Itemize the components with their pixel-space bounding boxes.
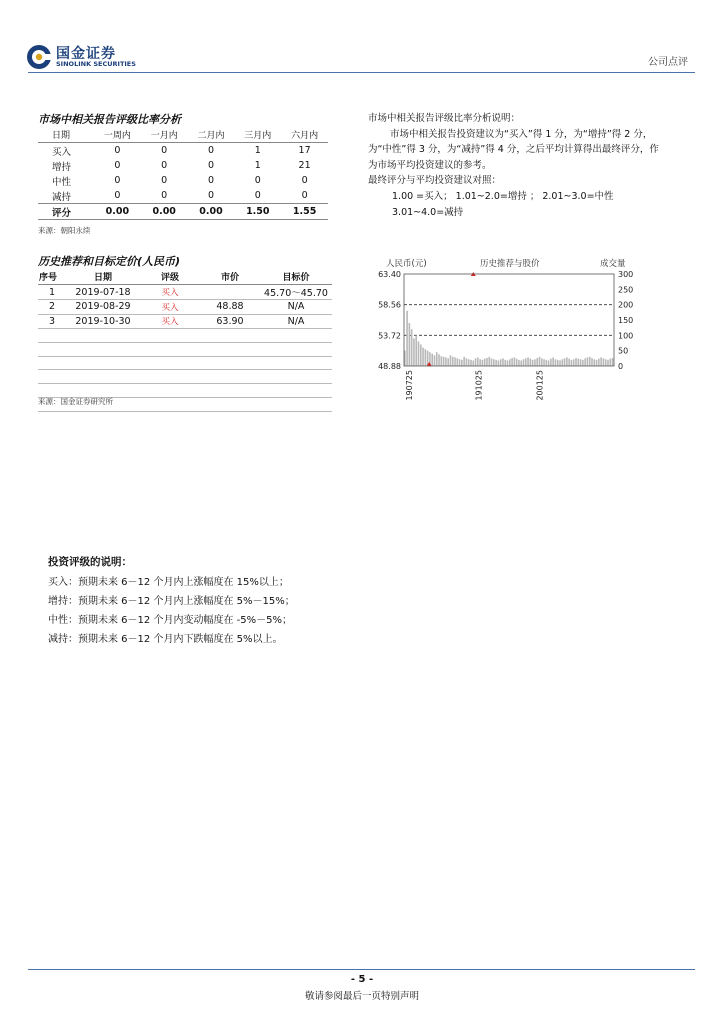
volume-bar — [420, 345, 422, 366]
volume-bar — [541, 358, 543, 366]
table-cell: 3 — [38, 314, 66, 329]
rating-cell: 买入 — [140, 285, 200, 300]
volume-bar — [607, 360, 609, 366]
volume-bar — [413, 338, 415, 366]
table-cell: 0 — [114, 145, 121, 156]
table-cell: 2 — [38, 300, 66, 315]
volume-bar — [511, 358, 513, 366]
volume-bar — [498, 360, 500, 366]
column-header: 市价 — [200, 268, 260, 285]
x-tick-label: 190725 — [405, 370, 415, 401]
volume-bar — [587, 357, 589, 366]
explanation-title: 市场中相关报告评级比率分析说明： — [368, 113, 521, 124]
footer-divider — [28, 969, 695, 970]
table-cell: 0 — [254, 175, 261, 186]
volume-bar — [596, 360, 598, 366]
score-cell: 0.00 — [188, 204, 235, 220]
score-cell: 0.00 — [94, 204, 141, 220]
rating-explanation — [368, 111, 668, 220]
volume-bar — [406, 311, 408, 366]
table-cell: 1 — [38, 285, 66, 300]
table-cell: 0 — [254, 190, 261, 201]
volume-bar — [468, 359, 470, 366]
volume-bar — [568, 359, 570, 366]
x-tick-label: 191025 — [474, 370, 484, 401]
y-tick-label: 58.56 — [378, 300, 401, 310]
volume-bar — [470, 360, 472, 366]
volume-bar — [562, 359, 564, 366]
volume-bar — [484, 359, 486, 366]
volume-bar — [591, 358, 593, 366]
logo-text-cn: 国金证券 — [56, 46, 116, 62]
y-axis-label: 人民币(元) — [386, 259, 427, 269]
table-row — [38, 173, 328, 188]
table-cell: 2019-10-30 — [66, 314, 140, 329]
table-cell: 63.90 — [200, 314, 260, 329]
doc-type-label: 公司点评 — [648, 57, 688, 68]
volume-bar — [605, 359, 607, 366]
volume-bar — [509, 359, 511, 366]
table-row — [38, 143, 328, 159]
table-cell: 0 — [207, 190, 215, 201]
volume-bar — [577, 359, 579, 366]
volume-bar — [454, 357, 456, 366]
volume-bar — [523, 359, 525, 366]
volume-bar — [589, 357, 591, 366]
column-header: 一月内 — [141, 127, 188, 143]
volume-bar — [552, 357, 554, 366]
logo-text-en: SINOLINK SECURITIES — [56, 60, 136, 68]
rating-definition: 买入：预期未来 6－12 个月内上涨幅度在 15%以上； — [48, 577, 289, 588]
table-cell: 0 — [161, 190, 168, 201]
volume-bar — [580, 359, 582, 366]
volume-bar — [598, 359, 600, 366]
volume-bar — [527, 357, 529, 366]
volume-bar — [472, 360, 474, 366]
empty-row — [38, 356, 332, 370]
volume-bar — [550, 359, 552, 366]
volume-bar — [466, 358, 468, 366]
volume-bar — [504, 360, 506, 366]
table-cell: 2019-07-18 — [66, 285, 140, 300]
column-header: 二月内 — [188, 127, 235, 143]
table-cell — [200, 285, 260, 300]
column-header: 三月内 — [234, 127, 281, 143]
volume-bar — [479, 359, 481, 366]
rating-definition: 减持：预期未来 6－12 个月内下跌幅度在 5%以上。 — [48, 634, 283, 645]
volume-bar — [539, 357, 541, 366]
volume-bar — [584, 358, 586, 366]
rating-definition: 增持：预期未来 6－12 个月内上涨幅度在 5%－15%； — [48, 596, 295, 607]
table-cell: 0 — [301, 190, 308, 201]
volume-bar — [609, 359, 611, 366]
volume-bar — [475, 358, 477, 366]
volume-bar — [575, 358, 577, 366]
column-header: 日期 — [66, 268, 140, 285]
volume-bar — [543, 359, 545, 366]
history-table-title: 历史推荐和目标定价(人民币) — [38, 255, 181, 268]
volume-bar — [555, 359, 557, 366]
volume-bar — [536, 358, 538, 366]
column-header: 日期 — [38, 127, 94, 143]
volume-bar — [409, 323, 411, 366]
volume-bar — [450, 355, 452, 366]
table-cell: N/A — [260, 314, 332, 329]
table-cell: 0 — [207, 175, 215, 186]
score-cell: 1.50 — [234, 204, 281, 220]
rating-table-source: 来源：朝阳永续 — [38, 226, 91, 235]
y2-tick-label: 50 — [618, 346, 629, 356]
chart-title: 历史推荐与股价 — [480, 259, 540, 269]
empty-row — [38, 370, 332, 384]
volume-bar — [520, 360, 522, 366]
table-cell: 1 — [254, 145, 261, 156]
volume-bar — [441, 356, 443, 366]
volume-bar — [495, 360, 497, 366]
volume-bar — [477, 357, 479, 366]
column-header: 目标价 — [260, 268, 332, 285]
table-cell: 0 — [207, 145, 215, 156]
volume-bar — [459, 359, 461, 366]
score-cell: 0.00 — [141, 204, 188, 220]
y-tick-label: 53.72 — [378, 331, 401, 341]
table-cell: N/A — [260, 300, 332, 315]
volume-bar — [518, 360, 520, 366]
y2-tick-label: 100 — [618, 331, 634, 341]
volume-bar — [593, 359, 595, 366]
column-header: 序号 — [38, 268, 66, 285]
volume-bar — [600, 357, 602, 366]
volume-bar — [452, 357, 454, 366]
volume-bar — [559, 360, 561, 366]
volume-bar — [488, 357, 490, 366]
volume-bar — [546, 360, 548, 366]
volume-bar — [431, 354, 433, 366]
score-row — [38, 204, 328, 220]
table-row — [38, 158, 328, 173]
volume-bar — [525, 358, 527, 366]
x-tick-label: 200125 — [535, 370, 545, 401]
volume-bar — [491, 358, 493, 366]
table-row — [38, 314, 332, 329]
table-cell: 0 — [161, 160, 168, 171]
table-row — [38, 285, 332, 300]
row-label: 中性 — [52, 176, 72, 188]
footer-disclaimer: 敬请参阅最后一页特别声明 — [304, 991, 419, 1002]
volume-bar — [447, 358, 449, 366]
volume-bar — [436, 352, 438, 366]
volume-bar — [411, 329, 413, 366]
y-tick-label: 63.40 — [378, 270, 401, 279]
volume-bar — [422, 348, 424, 366]
table-cell: 0 — [114, 175, 121, 186]
volume-bar — [571, 360, 573, 366]
volume-bar — [445, 357, 447, 366]
rating-table — [38, 127, 328, 220]
table-cell: 21 — [298, 160, 311, 171]
volume-bar — [434, 355, 436, 366]
header-divider — [28, 72, 695, 73]
volume-bar — [463, 357, 465, 366]
volume-bar — [612, 358, 614, 366]
empty-row — [38, 329, 332, 343]
volume-bar — [425, 349, 427, 366]
table-cell: 0 — [114, 160, 121, 171]
empty-row — [38, 342, 332, 356]
table-cell: 2019-08-29 — [66, 300, 140, 315]
table-row — [38, 300, 332, 315]
volume-bar — [566, 357, 568, 366]
y2-tick-label: 250 — [618, 285, 634, 295]
volume-bar — [443, 357, 445, 366]
explanation-mapping-title: 最终评分与平均投资建议对照： — [368, 175, 502, 187]
table-cell: 0 — [161, 175, 168, 186]
row-label: 增持 — [52, 161, 72, 173]
y2-tick-label: 200 — [618, 300, 634, 310]
volume-bar — [532, 360, 534, 366]
explanation-mapping: 3.01~4.0=减持 — [392, 206, 464, 218]
row-label: 买入 — [52, 146, 72, 158]
volume-bar — [461, 360, 463, 366]
volume-bar — [548, 360, 550, 366]
y2-axis-label: 成交量 — [600, 259, 626, 269]
history-table — [38, 268, 332, 412]
volume-bar — [564, 358, 566, 366]
table-cell: 0 — [161, 145, 168, 156]
score-cell: 1.55 — [281, 204, 328, 220]
rating-definition: 中性：预期未来 6－12 个月内变动幅度在 -5%－5%； — [48, 615, 292, 626]
volume-bar — [482, 360, 484, 366]
history-table-source: 来源：国金证券研究所 — [38, 397, 113, 406]
volume-bar — [457, 358, 459, 366]
volume-bar — [438, 354, 440, 366]
volume-bar — [415, 335, 417, 366]
table-cell: 0 — [114, 190, 121, 201]
volume-bar — [557, 360, 559, 366]
volume-bar — [516, 359, 518, 366]
volume-bar — [418, 341, 420, 366]
y2-tick-label: 300 — [618, 270, 634, 279]
logo-icon — [26, 44, 52, 70]
table-row — [38, 188, 328, 204]
volume-bar — [502, 358, 504, 366]
volume-bar — [573, 359, 575, 366]
rating-table-title: 市场中相关报告评级比率分析 — [38, 113, 181, 126]
volume-bar — [603, 358, 605, 366]
y2-tick-label: 0 — [618, 362, 624, 371]
row-label: 评分 — [38, 204, 94, 220]
table-cell: 17 — [298, 145, 311, 156]
plot-frame — [404, 274, 614, 366]
y-tick-label: 48.88 — [378, 362, 401, 371]
table-cell: 0 — [207, 160, 215, 171]
volume-bar — [507, 360, 509, 366]
explanation-paragraph: 市场中相关报告投资建议为“买入”得 1 分，为“增持”得 2 分，为“中性”得 3 分，为“减持”得 4 分，之后平均计算得出最终评分，作为市场平均投资建议的参考。 — [368, 128, 659, 171]
column-header: 六月内 — [281, 127, 328, 143]
table-cell: 0 — [301, 175, 308, 186]
rating-cell: 买入 — [140, 300, 200, 315]
column-header: 一周内 — [94, 127, 141, 143]
rating-cell: 买入 — [140, 314, 200, 329]
volume-bar — [534, 359, 536, 366]
table-cell: 45.70～45.70 — [260, 285, 332, 300]
page-number: - 5 - — [350, 974, 374, 985]
table-cell: 48.88 — [200, 300, 260, 315]
column-header: 评级 — [140, 268, 200, 285]
volume-bar — [514, 357, 516, 366]
row-label: 减持 — [52, 191, 72, 203]
explanation-mapping: 1.00 =买入； 1.01~2.0=增持 ； 2.01~3.0=中性 — [392, 190, 614, 202]
volume-bar — [493, 359, 495, 366]
volume-bar — [486, 358, 488, 366]
volume-bar — [582, 360, 584, 366]
y2-tick-label: 150 — [618, 316, 634, 325]
price-volume-chart — [368, 256, 648, 406]
table-cell: 1 — [254, 160, 261, 171]
volume-bar — [530, 359, 532, 366]
rating-definitions-title: 投资评级的说明： — [48, 556, 132, 568]
volume-bar — [500, 359, 502, 366]
